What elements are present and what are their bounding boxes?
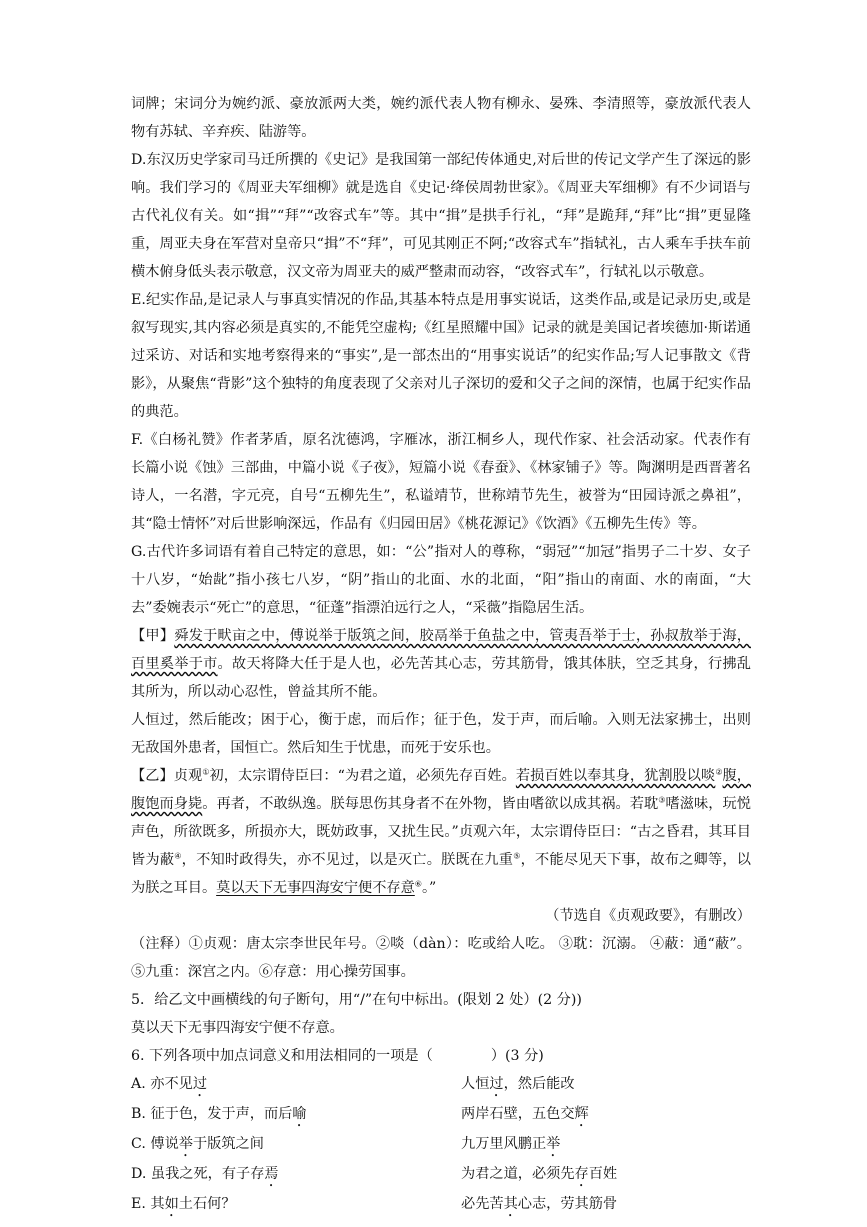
dotted-word: 其 [503,1196,518,1212]
question-5-stem: 5．给乙文中画横线的句子断句，用“/”在句中标出。(限划 2 处）(2 分)) [131,992,582,1008]
paragraph-c-continued: 词牌；宋词分为婉约派、豪放派两大类，婉约派代表人物有柳永、晏殊、李清照等，豪放派代表人物有苏轼、辛弃疾、陆游等。 [131,96,751,140]
passage-yi-text-1: 贞观 [173,768,203,784]
option-right-text-after: 百姓 [588,1166,618,1182]
question-5-sentence: 莫以天下无事四海安宁便不存意。 [131,1020,344,1036]
footnote-2: ② [715,767,723,777]
question-6-stem-end: ）(3 分) [490,1048,544,1064]
option-right-text-after: ，然后能改 [503,1076,575,1092]
option-left-text: 亦不见 [150,1076,193,1092]
option-right-text: 两岸石壁，五色交 [461,1106,575,1122]
passage-yi-text-7: 。” [421,880,437,896]
passage-yi-wavy-1: 若损百姓以奉其身，犹割股以啖 [515,768,716,784]
passage-jia-text: 。故天将降大任于是人也，必先苦其心志，劳其筋骨，饿其体肤，空乏其身，行拂乱其所为，所以动心忍性，曾益其所不能。 [131,656,751,700]
dotted-word: 如 [164,1196,179,1212]
option-key: E. [131,1196,146,1212]
dotted-word: 举 [546,1136,561,1152]
passage-yi-underlined-sentence: 莫以天下无事四海安宁便不存意 [216,880,415,896]
passage-yi-label: 【乙】 [131,768,174,784]
footnote-3: ③ [658,795,666,805]
footnote-6: ⑥ [414,879,422,889]
option-d [131,1160,751,1190]
option-left-text-after: 于版筑之间 [192,1136,264,1152]
paragraph-e: E.纪实作品,是记录人与事真实情况的作品,其基本特点是用事实说话，这类作品,或是记录历史,或是叙写现实,其内容必须是真实的,不能凭空虚构;《红星照耀中国》记录的就是美国记者埃德加·斯诺通过采访、对话和实地考察得来的“事实”,是一部杰出的“用事实说话”的纪实作品;写人记事散文《背影》，从聚焦“背影”这个独特的角度表现了父亲对儿子深切的爱和父子之间的深情，也属于纪实作品的典范。 [131,292,751,420]
option-key: B. [131,1106,146,1122]
option-left-text-after: 土石何？ [178,1196,236,1212]
option-right-text: 必先苦 [461,1196,504,1212]
passage-jia-label: 【甲】 [131,628,175,644]
passage-yi-text-6: ，不能尽见天下事，故布之卿等，以为朕之耳目。 [131,852,751,896]
option-a [131,1070,751,1100]
question-6-stem [131,1042,751,1070]
option-left-text: 其 [150,1196,165,1212]
option-left-text: 虽我之死，有子存 [150,1166,265,1182]
passage-jia-second: 人恒过，然后能改；困于心，衡于虑，而后作；征于色，发于声，而后喻。入则无法家拂士，出则无敌国外患者，国恒亡。然后知生于忧患，而死于安乐也。 [131,712,751,756]
paragraph-d: D.东汉历史学家司马迁所撰的《史记》是我国第一部纪传体通史,对后世的传记文学产生了深远的影响。我们学习的《周亚夫军细柳》就是选自《史记·绛侯周勃世家》。《周亚夫军细柳》有不少词语与古代礼仪有关。如“揖”“拜”“改容式车”等。其中“揖”是拱手行礼，“拜”是跪拜,“拜”比“揖”更显隆重，周亚夫身在军营对皇帝只“揖”不“拜”，可见其刚正不阿;“改容式车”指轼礼，古人乘车手扶车前横木俯身低头表示敬意，汉文帝为周亚夫的威严整肃而动容，“改容式车”，行轼礼以示敬意。 [131,152,751,280]
dotted-word: 过 [489,1076,504,1092]
dotted-word: 过 [192,1076,208,1092]
passage-yi-text-2: 初，太宗谓侍臣曰：“为君之道，必须先存百姓。 [209,768,516,784]
dotted-word: 举 [178,1136,193,1152]
option-key: C. [131,1136,146,1152]
option-c [131,1130,751,1160]
option-e [131,1190,751,1220]
passage-yi-text-3: 。再者，不敢纵逸。朕每思伤其身者不在外物，皆由嗜欲以成其祸。若耽 [202,796,659,812]
passage-yi-text-4: 嗜滋味，玩悦声色，所欲既多，所损亦大，既妨政事，又扰生民。”贞观六年，太宗谓侍臣曰：“古之昏君，其耳目皆为蔽 [131,796,751,868]
dotted-word: 焉 [264,1166,279,1182]
option-b [131,1100,751,1130]
option-right-text: 九万里风鹏正 [461,1136,547,1152]
option-key: D. [131,1166,147,1182]
document-page [131,90,751,1220]
annotations: （注释）①贞观：唐太宗李世民年号。②啖（dàn）：吃或给人吃。 ③耽：沉溺。 ④蔽：通“蔽”。⑤九重：深宫之内。⑥存意：用心操劳国事。 [131,936,751,980]
option-key: A. [131,1076,146,1092]
passage-jia-wavy-underline: 舜发于畎亩之中，傅说举于版筑之间，胶鬲举于鱼盐之中，管夷吾举于士，孙叔敖举于海，百里奚举于市 [131,628,751,672]
option-right-text: 为君之道，必须先 [461,1166,575,1182]
option-left-text: 傅说 [150,1136,179,1152]
option-left-text: 征于色，发于声，而后 [150,1106,293,1122]
option-right-text: 人恒 [461,1076,490,1092]
paragraph-g: G.古代许多词语有着自己特定的意思，如：“公”指对人的尊称，“弱冠”“加冠”指男子二十岁、女子十八岁，“始龀”指小孩七八岁，“阴”指山的北面、水的北面，“阳”指山的南面、水的南面，“大去”委婉表示“死亡”的意思，“征蓬”指漂泊远行之人，“采薇”指隐居生活。 [131,544,751,616]
footnote-5: ⑤ [513,851,521,861]
question-6-stem-start: 6. 下列各项中加点词意义和用法相同的一项是（ [131,1048,433,1064]
source-citation: （节选自《贞观政要》，有删改） [545,908,751,924]
footnote-1: ① [202,767,210,777]
dotted-word: 辉 [574,1106,589,1122]
passage-jia [131,622,751,706]
paragraph-f: F.《白杨礼赞》作者茅盾，原名沈德鸿，字雁冰，浙江桐乡人，现代作家、社会活动家。代表作有长篇小说《蚀》三部曲，中篇小说《子夜》，短篇小说《春蚕》、《林家铺子》等。陶渊明是西晋著名诗人，一名潜，字元亮，自号“五柳先生”，私谥靖节，世称靖节先生，被誉为“田园诗派之鼻祖”，其“隐士情怀”对后世影响深远，作品有《归园田居》《桃花源记》《饮酒》《五柳先生传》等。 [131,432,751,532]
footnote-4: ④ [174,851,182,861]
dotted-word: 喻 [292,1106,307,1122]
option-right-text-after: 心志，劳其筋骨 [517,1196,618,1212]
dotted-word: 存 [574,1166,589,1182]
passage-yi [131,762,751,902]
passage-yi-wavy-2: 腹，腹饱而身毙 [131,768,751,812]
passage-yi-text-5: ，不知时政得失，亦不见过，以是灭亡。朕既在九重 [181,852,514,868]
